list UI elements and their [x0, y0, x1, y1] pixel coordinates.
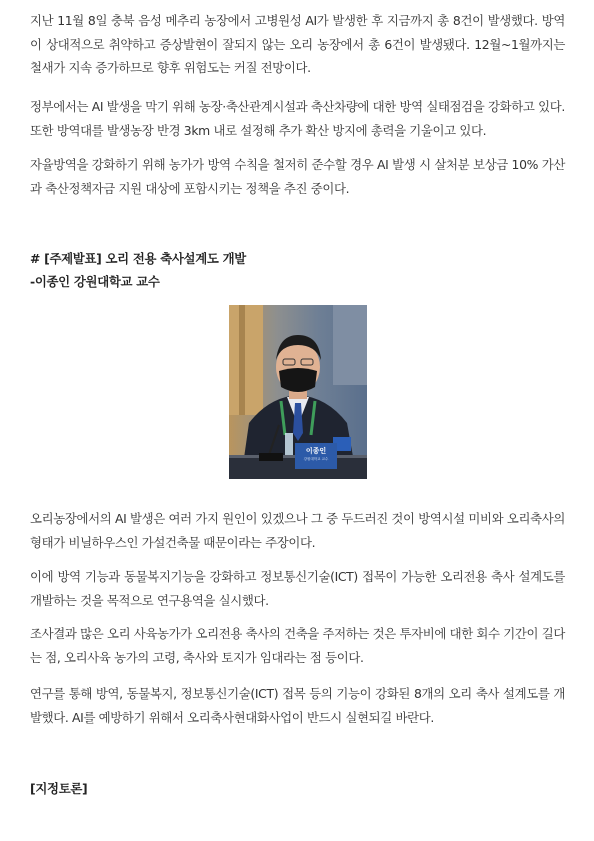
- paragraph-self-quarantine: 자율방역을 강화하기 위해 농가가 방역 수칙을 철저히 준수할 경우 AI 발생 시 살처분 보상금 10% 가산과 축산정책자금 지원 대상에 포함시키는 정책을 추진 중이다.: [30, 157, 565, 196]
- section-title: # [주제발표] 오리 전용 축사설계도 개발: [30, 251, 246, 266]
- paragraph-government-response: 정부에서는 AI 발생을 막기 위해 농장·축산관계시설과 축산차량에 대한 방역 실태점검을 강화하고 있다. 또한 방역대를 발생농장 반경 3km 내로 설정해 추가 확산 방지에 총력을 기울이고 있다.: [30, 99, 565, 138]
- paragraph-cause: 오리농장에서의 AI 발생은 여러 가지 원인이 있겠으나 그 중 두드러진 것이 방역시설 미비와 오리축사의 형태가 비닐하우스인 가설건축물 때문이라는 주장이다.: [30, 511, 565, 550]
- section-speaker: -이종인 강원대학교 교수: [30, 274, 160, 289]
- paragraph-survey-results: 조사결과 많은 오리 사육농가가 오리전용 축사의 건축을 주저하는 것은 투자비에 대한 회수 기간이 길다는 점, 오리사육 농가의 고령, 축사와 토지가 임대라는 점 등이다.: [30, 626, 565, 665]
- paragraph-ai-outbreak: 지난 11월 8일 충북 음성 메추리 농장에서 고병원성 AI가 발생한 후 지금까지 총 8건이 발생했다. 방역이 상대적으로 취약하고 증상발현이 잘되지 않는 오리 농장에서 총 6건이 발생됐다. 12월~1월까지는 철새가 지속 증가하므로 향후 위험도는 커질 전망이다.: [30, 13, 565, 75]
- paragraph-research-goal: 이에 방역 기능과 동물복지기능을 강화하고 정보통신기술(ICT) 접목이 가능한 오리전용 축사 설계도를 개발하는 것을 목적으로 연구용역을 실시했다.: [30, 569, 565, 608]
- next-section-heading: [지정토론]: [30, 781, 88, 796]
- nameplate-name: 이종인: [305, 447, 327, 455]
- speaker-photo: [229, 305, 367, 479]
- nameplate-title: 강원대학교 교수: [303, 457, 329, 461]
- paragraph-conclusion: 연구를 통해 방역, 동물복지, 정보통신기술(ICT) 접목 등의 기능이 강화된 8개의 오리 축사 설계도를 개발했다. AI를 예방하기 위해서 오리축사현대화사업이 반드시 실현되길 바란다.: [30, 686, 565, 725]
